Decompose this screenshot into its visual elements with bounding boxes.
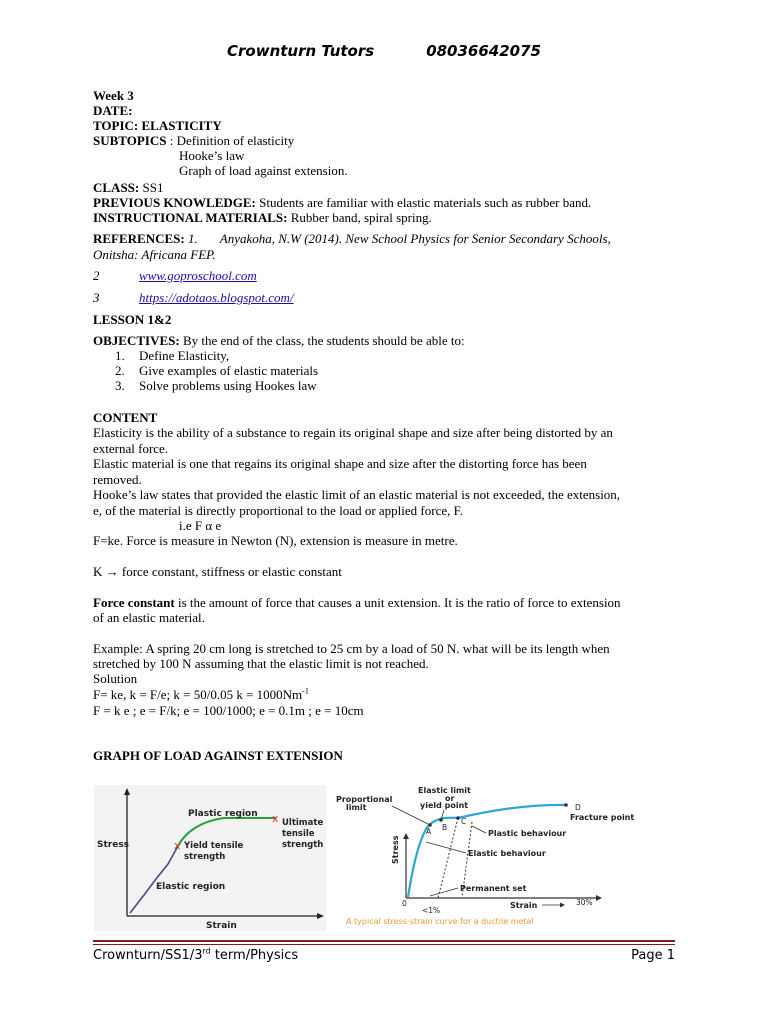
objectives-line: OBJECTIVES: By the end of the class, the students should be able to:: [93, 333, 465, 348]
strain-label: Strain: [510, 901, 538, 910]
elastic-behaviour-label: Elastic behaviour: [468, 849, 546, 858]
class-line: CLASS: SS1: [93, 180, 164, 195]
page-header: [0, 42, 768, 60]
content-text: of an elastic material.: [93, 610, 205, 625]
content-text: removed.: [93, 472, 142, 487]
label-b: B: [442, 823, 448, 832]
header-company: Crownturn Tutors: [227, 42, 375, 60]
footer-left: Crownturn/SS1/3rd term/Physics: [93, 946, 299, 963]
permanent-set-label: Permanent set: [460, 884, 527, 893]
topic-label: TOPIC: ELASTICITY: [93, 118, 222, 133]
content-heading: CONTENT: [93, 410, 158, 425]
subtopics-line: SUBTOPICS : Definition of elasticity: [93, 133, 295, 148]
content-text: Hooke’s law states that provided the elastic limit of an elastic material is not exceeded, the extension,: [93, 487, 621, 502]
subtopic-item: Hooke’s law: [179, 148, 245, 163]
force-constant-definition: Force constant is the amount of force that causes a unit extension. It is the ratio of force to extension: [93, 595, 621, 610]
week-label: Week 3: [93, 88, 134, 103]
footer-rule: [93, 940, 675, 942]
elastic-limit-label: Elastic limit: [418, 786, 471, 795]
figure-caption: A typical stress-strain curve for a ductile metal: [346, 917, 534, 926]
footer-rule: [93, 944, 675, 945]
content-text: K → force constant, stiffness or elastic constant: [93, 564, 342, 579]
stress-strain-figure-right: [334, 780, 674, 932]
objective-item: 3. Solve problems using Hookes law: [115, 378, 317, 393]
lesson-label: LESSON 1&2: [93, 312, 172, 327]
reference-2-link[interactable]: www.goproschool.com: [139, 268, 257, 283]
plastic-region-label: Plastic region: [188, 809, 258, 819]
origin-label: 0: [402, 899, 407, 908]
uts-label: Ultimate: [282, 818, 324, 828]
uts-label: strength: [282, 840, 324, 850]
solution-line: F= ke, k = F/e; k = 50/0.05 $k = 1000Nm^{-1}$: [93, 686, 309, 702]
reference-3: 3: [93, 290, 100, 305]
subtopic-item: Graph of load against extension.: [179, 163, 348, 178]
point-c: [456, 816, 460, 820]
label-d: D: [575, 803, 581, 812]
label-c: C: [461, 817, 467, 826]
proportional-label: limit: [346, 803, 367, 812]
label-a: A: [426, 827, 432, 836]
formula: i.e F α e: [179, 518, 222, 533]
elastic-region-label: Elastic region: [156, 882, 226, 892]
y-label: Stress: [97, 840, 130, 850]
plastic-behaviour-label: Plastic behaviour: [488, 829, 567, 838]
previous-knowledge-line: PREVIOUS KNOWLEDGE: Students are familiar with elastic materials such as rubber band.: [93, 195, 592, 210]
instructional-materials-line: INSTRUCTIONAL MATERIALS: Rubber band, spiral spring.: [93, 210, 432, 225]
content-text: Elastic material is one that regains its original shape and size after the distorting force has been: [93, 456, 587, 471]
date-label: DATE:: [93, 103, 133, 118]
graph-heading: GRAPH OF LOAD AGAINST EXTENSION: [93, 748, 343, 763]
example-text: Example: A spring 20 cm long is stretched to 25 cm by a load of 50 N. what will be its length when: [93, 641, 610, 656]
yield-mark: x: [174, 839, 181, 852]
content-text: Elasticity is the ability of a substance to regain its original shape and size after being distorted by an: [93, 425, 613, 440]
x-label: Strain: [206, 921, 237, 931]
point-d: [564, 803, 568, 807]
ultimate-mark: x: [272, 812, 279, 825]
strain-30pct-label: 30%: [576, 898, 593, 907]
objective-item: 2. Give examples of elastic materials: [115, 363, 319, 378]
content-text: e, of the material is directly proportional to the load or applied force, F.: [93, 503, 464, 518]
content-text: external force.: [93, 441, 169, 456]
strain-1pct-label: <1%: [422, 906, 441, 915]
elastic-limit-label: yield point: [420, 801, 469, 810]
solution-line: F = k e ; e = F/k; e = 100/1000; e = 0.1m ; e = 10cm: [93, 703, 364, 718]
references-line: REFERENCES: 1. Anyakoha, N.W (2014). New School Physics for Senior Secondary Schools,: [93, 231, 611, 246]
proportional-label: Proportional: [336, 795, 393, 804]
content-text: F=ke. Force is measure in Newton (N), extension is measure in metre.: [93, 533, 458, 548]
stress-label: Stress: [391, 835, 400, 864]
stress-strain-figure-left: [94, 785, 326, 931]
solution-label: Solution: [93, 671, 138, 686]
page-number: Page 1: [631, 948, 675, 963]
fracture-label: Fracture point: [570, 813, 635, 822]
reference-3-link[interactable]: https://adotaos.blogspot.com/: [139, 290, 294, 305]
objective-item: 1. Define Elasticity,: [115, 348, 230, 363]
yts-label: strength: [184, 852, 226, 862]
header-phone: 08036642075: [426, 42, 541, 60]
example-text: stretched by 100 N assuming that the elastic limit is not reached.: [93, 656, 429, 671]
yts-label: Yield tensile: [184, 841, 244, 851]
reference-2: 2: [93, 268, 100, 283]
uts-label: tensile: [282, 829, 315, 839]
elastic-limit-label: or: [445, 794, 455, 803]
reference-1-cont: Onitsha: Africana FEP.: [93, 247, 216, 262]
